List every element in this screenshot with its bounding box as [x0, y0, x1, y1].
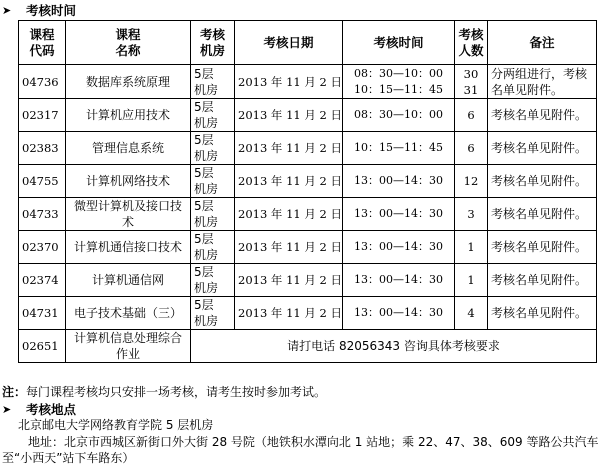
course-code: 04733 [19, 198, 66, 231]
course-name: 计算机信息处理综合作业 [66, 330, 191, 363]
header-course-code: 课程 代码 [19, 21, 66, 65]
exam-room: 5层 机房 [191, 132, 235, 165]
exam-room: 5层 机房 [191, 165, 235, 198]
course-name: 计算机通信接口技术 [66, 231, 191, 264]
section-title: 考核地点 [26, 402, 77, 417]
table-row [19, 65, 597, 99]
exam-time: 13：00—14：30 [343, 264, 455, 297]
remark: 分两组进行，考核名单见附件。 [488, 65, 597, 99]
course-name: 微型计算机及接口技术 [66, 198, 191, 231]
address-line-3: 至“小西天”站下车路东） [2, 451, 135, 465]
exam-count: 4 [455, 297, 488, 330]
course-code: 02651 [19, 330, 66, 363]
section-header-exam-location [2, 400, 76, 418]
course-name: 电子技术基础（三） [66, 297, 191, 330]
exam-date: 2013 年 11 月 2 日 [235, 231, 343, 264]
exam-time: 13：00—14：30 [343, 165, 455, 198]
exam-time: 08：30—10：00 [343, 99, 455, 132]
remark: 考核名单见附件。 [488, 264, 597, 297]
exam-date: 2013 年 11 月 2 日 [235, 132, 343, 165]
exam-count: 1 [455, 264, 488, 297]
table-row [19, 132, 597, 165]
exam-room: 5层 机房 [191, 65, 235, 99]
exam-date: 2013 年 11 月 2 日 [235, 99, 343, 132]
footnote [2, 383, 326, 400]
course-code: 02374 [19, 264, 66, 297]
exam-room: 5层 机房 [191, 264, 235, 297]
contact-note: 请打电话 82056343 咨询具体考核要求 [191, 330, 597, 363]
exam-date: 2013 年 11 月 2 日 [235, 198, 343, 231]
exam-count: 6 [455, 99, 488, 132]
table-row-last [19, 330, 597, 363]
exam-time: 13：00—14：30 [343, 198, 455, 231]
arrow-bullet-icon: ➤ [2, 3, 12, 17]
course-name: 管理信息系统 [66, 132, 191, 165]
course-code: 02317 [19, 99, 66, 132]
section-header-exam-time [2, 1, 76, 19]
table-row [19, 297, 597, 330]
remark: 考核名单见附件。 [488, 198, 597, 231]
exam-count: 1 [455, 231, 488, 264]
table-row [19, 165, 597, 198]
course-code: 02370 [19, 231, 66, 264]
table-row [19, 198, 597, 231]
exam-room: 5层 机房 [191, 297, 235, 330]
exam-time: 10：15—11：45 [343, 132, 455, 165]
header-exam-room: 考核 机房 [191, 21, 235, 65]
exam-count: 30 31 [455, 65, 488, 99]
header-exam-time: 考核时间 [343, 21, 455, 65]
remark: 考核名单见附件。 [488, 132, 597, 165]
remark: 考核名单见附件。 [488, 297, 597, 330]
header-exam-date: 考核日期 [235, 21, 343, 65]
course-name: 计算机通信网 [66, 264, 191, 297]
table-row [19, 99, 597, 132]
course-code: 04755 [19, 165, 66, 198]
course-name: 数据库系统原理 [66, 65, 191, 99]
exam-room: 5层 机房 [191, 99, 235, 132]
exam-room: 5层 机房 [191, 198, 235, 231]
course-name: 计算机应用技术 [66, 99, 191, 132]
table-row [19, 231, 597, 264]
exam-date: 2013 年 11 月 2 日 [235, 297, 343, 330]
course-code: 04731 [19, 297, 66, 330]
exam-count: 6 [455, 132, 488, 165]
exam-time: 08：30—10：00 10：15—11：45 [343, 65, 455, 99]
section-title: 考核时间 [26, 3, 77, 18]
address-line-2: 地址：北京市西城区新街口外大街 28 号院（地铁积水潭向北 1 站地；乘 22、47、38、609 等路公共汽车 [28, 435, 599, 449]
table-header-row [19, 21, 597, 65]
remark: 考核名单见附件。 [488, 165, 597, 198]
exam-time: 13：00—14：30 [343, 231, 455, 264]
exam-schedule-table [18, 20, 597, 363]
exam-date: 2013 年 11 月 2 日 [235, 264, 343, 297]
address-line-1: 北京邮电大学网络教育学院 5 层机房 [18, 418, 214, 432]
header-exam-count: 考核 人数 [455, 21, 488, 65]
exam-count: 3 [455, 198, 488, 231]
course-code: 02383 [19, 132, 66, 165]
exam-date: 2013 年 11 月 2 日 [235, 65, 343, 99]
exam-count: 12 [455, 165, 488, 198]
footnote-text: 每门课程考核均只安排一场考核，请考生按时参加考试。 [26, 385, 327, 399]
remark: 考核名单见附件。 [488, 99, 597, 132]
header-course-name: 课程 名称 [66, 21, 191, 65]
header-remarks: 备注 [488, 21, 597, 65]
arrow-bullet-icon: ➤ [2, 402, 12, 416]
exam-time: 13：00—14：30 [343, 297, 455, 330]
remark: 考核名单见附件。 [488, 231, 597, 264]
exam-date: 2013 年 11 月 2 日 [235, 165, 343, 198]
footnote-label: 注： [2, 385, 27, 399]
course-code: 04736 [19, 65, 66, 99]
exam-room: 5层 机房 [191, 231, 235, 264]
table-row [19, 264, 597, 297]
course-name: 计算机网络技术 [66, 165, 191, 198]
